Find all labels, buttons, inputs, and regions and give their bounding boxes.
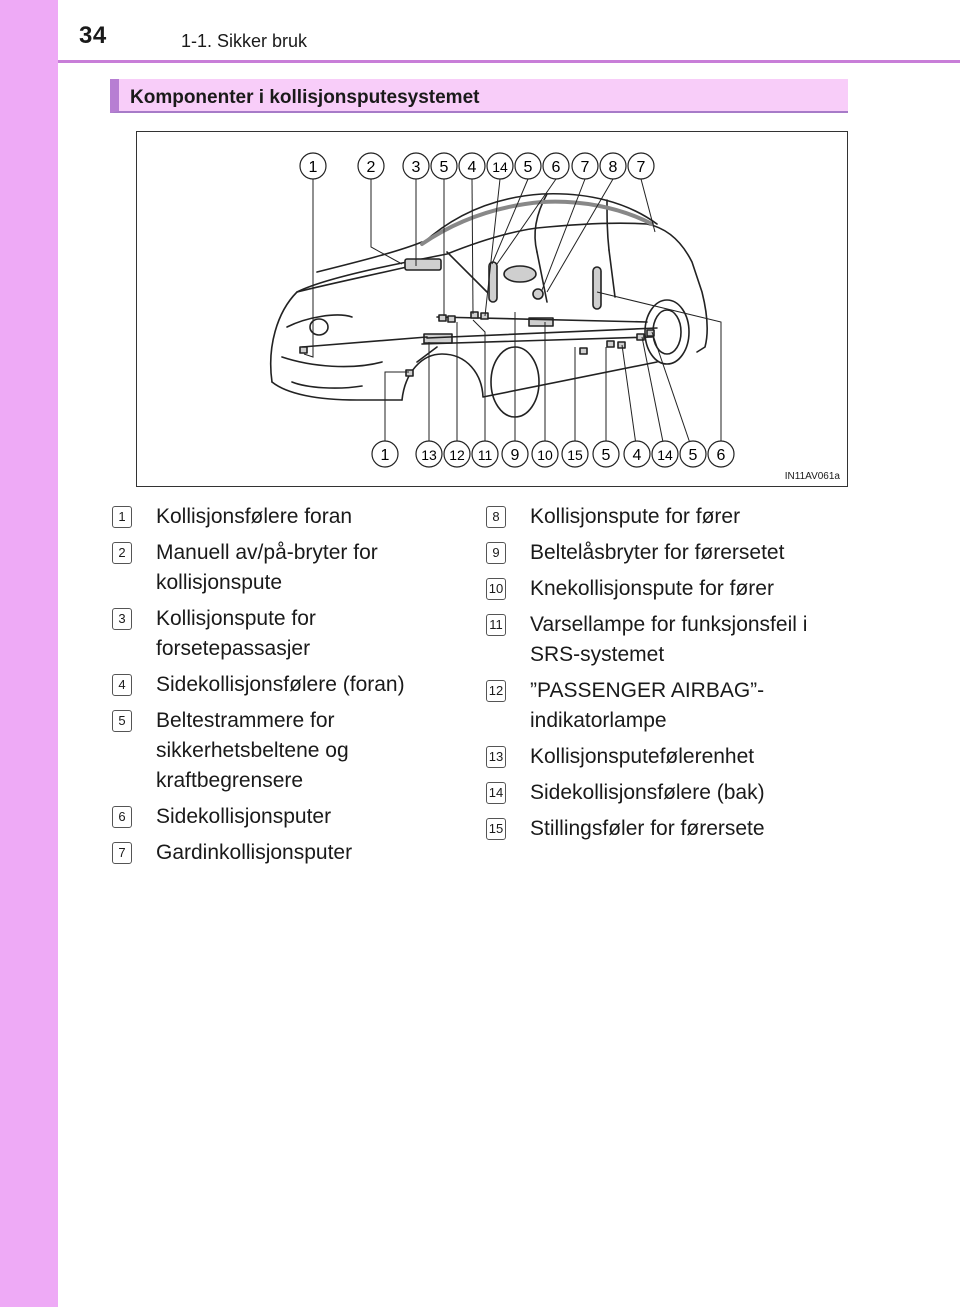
callout-bottom-3 <box>444 441 470 467</box>
callout-bottom-label: 12 <box>449 447 465 463</box>
callout-top-label: 7 <box>636 159 646 176</box>
legend-text: Knekollisjonspute for fører <box>530 577 774 600</box>
callout-bottom-label: 11 <box>477 447 493 463</box>
callout-bottom-label: 14 <box>657 447 673 463</box>
legend-item <box>112 502 442 532</box>
callout-top-2 <box>358 153 384 179</box>
legend-text: Beltelåsbryter for førersetet <box>530 541 785 564</box>
legend-item <box>486 502 846 532</box>
top-callout-row <box>300 153 654 179</box>
callout-top-label: 1 <box>308 159 318 176</box>
page-number: 34 <box>79 22 107 49</box>
legend-text: Kollisjonsfølere foran <box>156 505 353 528</box>
callout-bottom-label: 15 <box>567 447 583 463</box>
callout-bottom-9 <box>624 441 650 467</box>
legend-text: Varsellampe for funksjonsfeil i SRS-systemet <box>530 613 808 666</box>
callout-bottom-4 <box>472 441 498 467</box>
legend-number-badge: 10 <box>486 578 506 600</box>
callout-top-8 <box>543 153 569 179</box>
callout-top-label: 5 <box>523 159 533 176</box>
legend-text: Manuell av/på-bryter for kollisjonspute <box>156 541 378 594</box>
legend-item <box>112 538 442 598</box>
legend-number-badge: 9 <box>486 542 506 564</box>
page-sidebar-tab <box>0 0 58 1307</box>
callout-top-6 <box>487 153 513 179</box>
legend-number-badge: 7 <box>112 842 132 864</box>
callout-bottom-label: 6 <box>716 447 726 464</box>
callout-bottom-7 <box>562 441 588 467</box>
callout-bottom-5 <box>502 441 528 467</box>
airbag-diagram-figure <box>136 131 848 487</box>
legend-text: Kollisjonsputefølerenhet <box>530 745 755 768</box>
callout-bottom-2 <box>416 441 442 467</box>
callout-top-label: 3 <box>411 159 421 176</box>
chapter-title: 1-1. Sikker bruk <box>181 31 308 51</box>
callout-bottom-label: 5 <box>601 447 611 464</box>
legend-text: Sidekollisjonsputer <box>156 805 332 828</box>
legend-item <box>486 814 846 844</box>
callout-bottom-label: 5 <box>688 447 698 464</box>
callout-top-1 <box>300 153 326 179</box>
legend-number-badge: 8 <box>486 506 506 528</box>
callout-top-label: 14 <box>492 159 508 175</box>
callout-bottom-8 <box>593 441 619 467</box>
legend-number-badge: 11 <box>486 614 506 636</box>
legend-text: Stillingsføler for førersete <box>530 817 765 840</box>
callout-top-5 <box>459 153 485 179</box>
legend-item <box>486 778 846 808</box>
legend-number-badge: 14 <box>486 782 506 804</box>
legend-item <box>112 838 442 868</box>
legend-item <box>112 706 442 796</box>
callout-top-label: 5 <box>439 159 449 176</box>
callout-bottom-label: 4 <box>632 447 642 464</box>
legend-number-badge: 15 <box>486 818 506 840</box>
legend-number-badge: 13 <box>486 746 506 768</box>
legend-item <box>112 802 442 832</box>
legend-number-badge: 4 <box>112 674 132 696</box>
callout-bottom-10 <box>652 441 678 467</box>
legend-text: Kollisjonspute for fører <box>530 505 741 528</box>
legend-number-badge: 5 <box>112 710 132 732</box>
callout-top-11 <box>628 153 654 179</box>
callout-top-7 <box>515 153 541 179</box>
legend-text: Kollisjonspute for forsetepassasjer <box>156 607 316 660</box>
callout-top-3 <box>403 153 429 179</box>
legend-item <box>486 538 846 568</box>
callout-bottom-label: 13 <box>421 447 437 463</box>
callout-top-label: 8 <box>608 159 618 176</box>
callout-bottom-11 <box>680 441 706 467</box>
bottom-callout-row <box>372 441 734 467</box>
legend-item <box>486 610 846 670</box>
header-divider <box>58 60 960 63</box>
legend-item <box>112 604 442 664</box>
legend-text: Sidekollisjonsfølere (foran) <box>156 673 405 696</box>
legend-text: ”PASSENGER AIRBAG”-indikatorlampe <box>530 679 765 732</box>
legend-number-badge: 12 <box>486 680 506 702</box>
section-heading: Komponenter i kollisjonsputesystemet <box>110 79 848 113</box>
callout-bottom-12 <box>708 441 734 467</box>
callout-top-4 <box>431 153 457 179</box>
legend-left-column <box>112 502 452 882</box>
callout-top-label: 7 <box>580 159 590 176</box>
legend-right-column <box>486 502 846 852</box>
callout-bottom-label: 1 <box>380 447 390 464</box>
callout-top-9 <box>572 153 598 179</box>
legend-text: Sidekollisjonsfølere (bak) <box>530 781 765 804</box>
legend-item <box>486 676 846 736</box>
car-outline <box>271 194 707 417</box>
callout-bottom-label: 10 <box>537 447 553 463</box>
callout-bottom-6 <box>532 441 558 467</box>
legend-number-badge: 6 <box>112 806 132 828</box>
legend-item <box>486 742 846 772</box>
legend-number-badge: 3 <box>112 608 132 630</box>
legend-text: Gardinkollisjonsputer <box>156 841 353 864</box>
callout-top-label: 4 <box>467 159 477 176</box>
legend-text: Beltestrammere for sikkerhetsbeltene og kraftbegrensere <box>156 709 349 792</box>
callout-top-10 <box>600 153 626 179</box>
callout-bottom-label: 9 <box>510 447 520 464</box>
car-airbag-illustration <box>137 132 849 488</box>
legend-item <box>486 574 846 604</box>
legend-item <box>112 670 442 700</box>
legend-number-badge: 2 <box>112 542 132 564</box>
legend-number-badge: 1 <box>112 506 132 528</box>
callout-top-label: 2 <box>366 159 376 176</box>
figure-code: IN11AV061a <box>784 471 840 482</box>
callout-top-label: 6 <box>551 159 561 176</box>
callout-bottom-1 <box>372 441 398 467</box>
